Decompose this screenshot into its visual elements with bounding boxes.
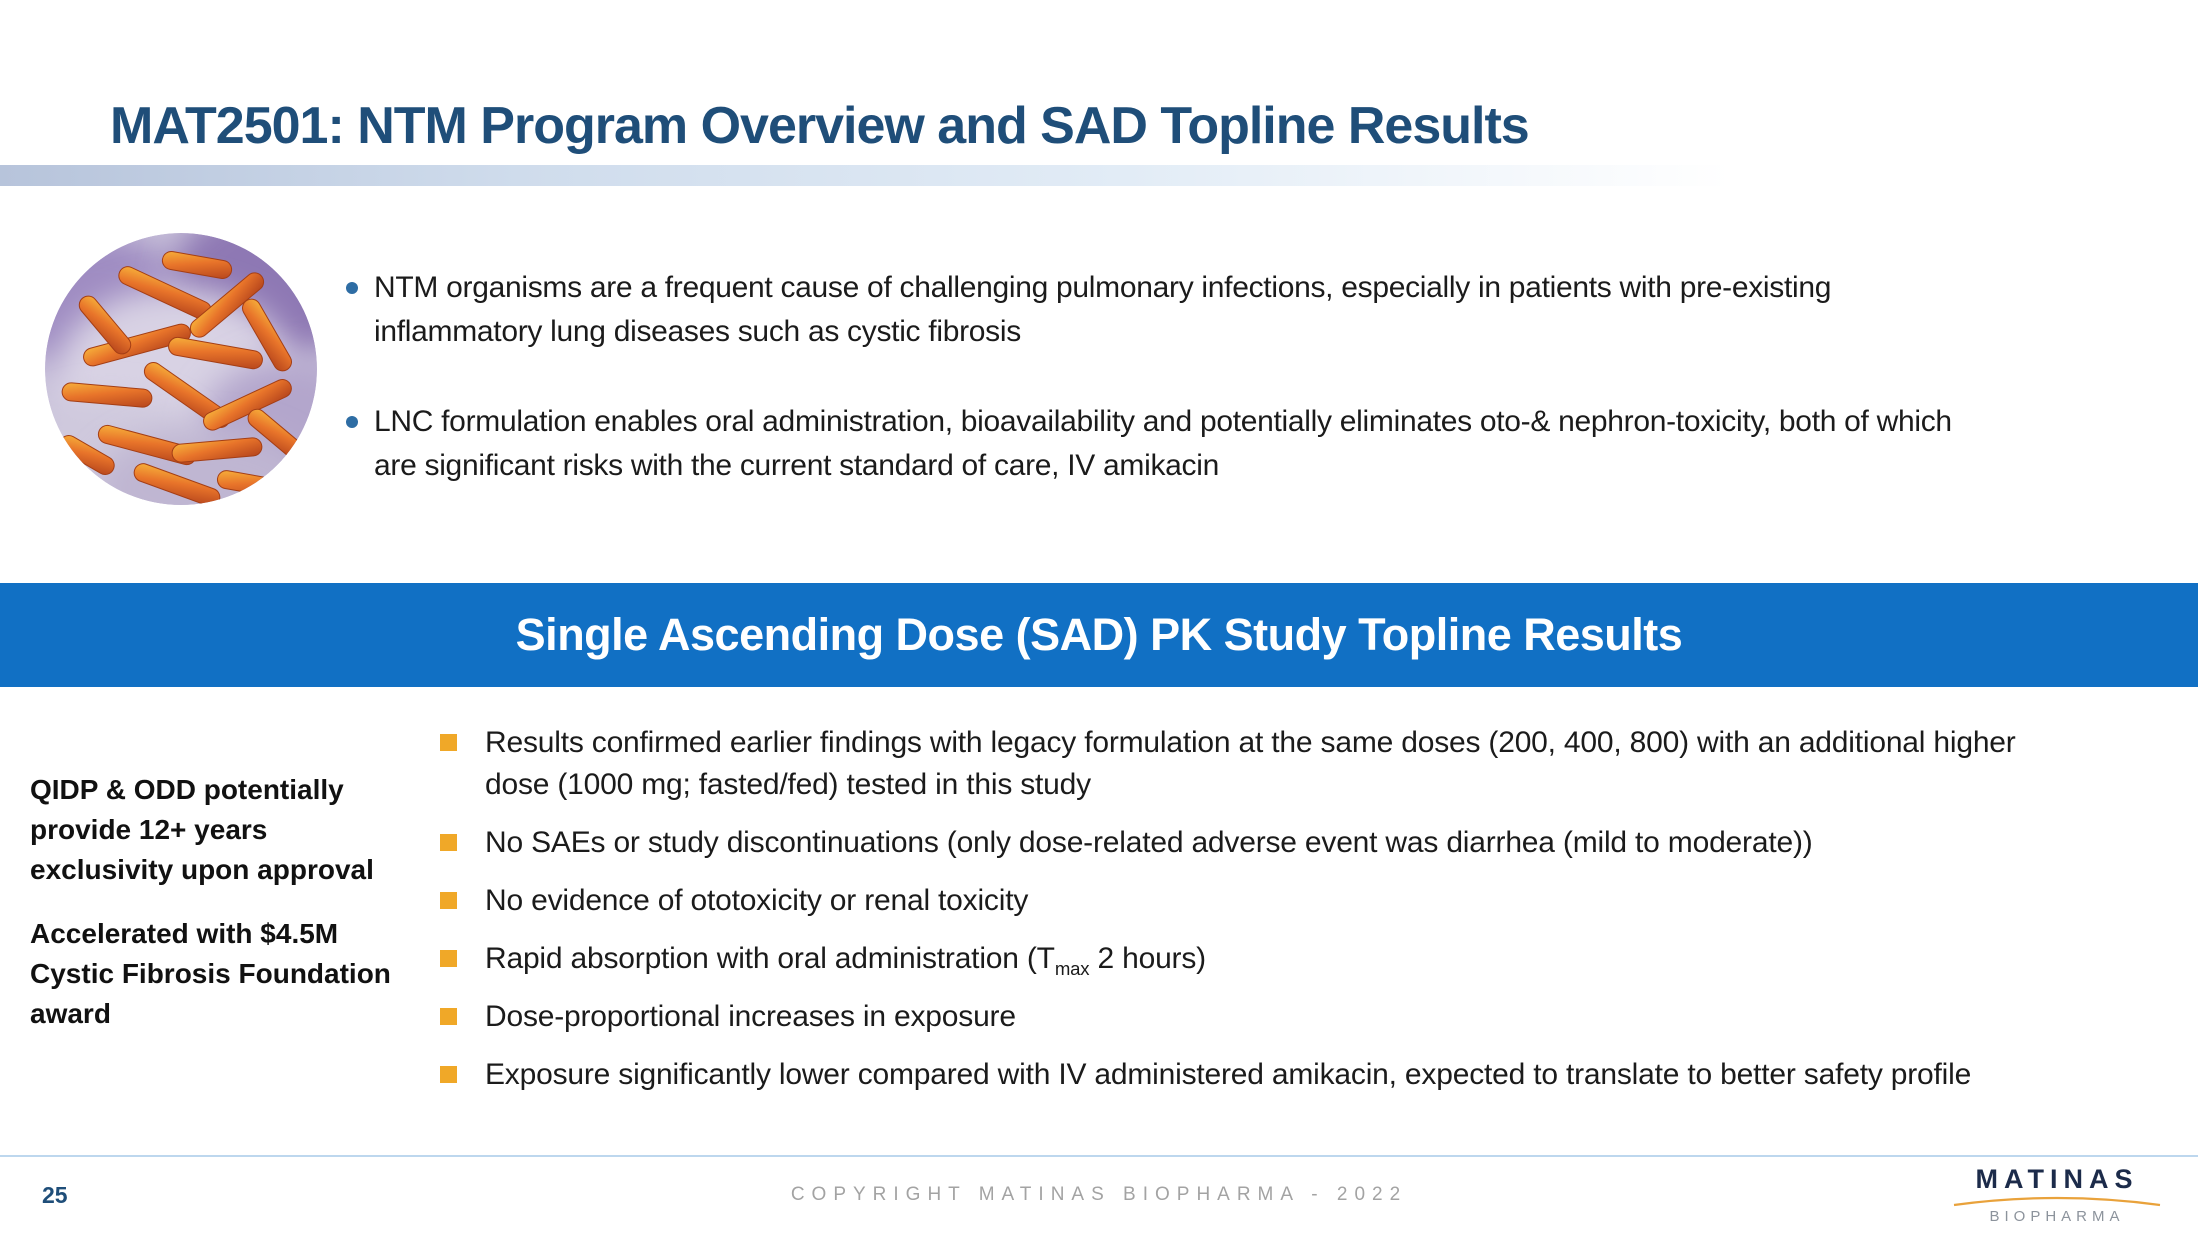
banner-title: Single Ascending Dose (SAD) PK Study Topline Results (515, 609, 1683, 660)
sidebar-paragraph: Accelerated with $4.5M Cystic Fibrosis Foundation award (30, 918, 391, 1029)
logo-subtitle: BIOPHARMA (1989, 1208, 2125, 1225)
title-underline-bar (0, 165, 1730, 186)
bullet-square-icon (440, 1066, 457, 1083)
copyright-text: COPYRIGHT MATINAS BIOPHARMA - 2022 (790, 1184, 1408, 1205)
page-number: 25 (42, 1182, 68, 1208)
sad-bullet (440, 938, 2040, 980)
sidebar-paragraph: QIDP & ODD potentially provide 12+ years exclusivity upon approval (30, 774, 374, 885)
tmax-subscript: max (1054, 958, 1090, 979)
bullet-square-icon (440, 892, 457, 909)
sad-bullet-text: No evidence of ototoxicity or renal toxicity (485, 884, 1029, 917)
intro-bullet-text: LNC formulation enables oral administration, bioavailability and potentially eliminates oto-& nephron-toxicity, both of which are significant risks with the current standard of care, IV amikacin (374, 405, 1952, 482)
sad-bullet (440, 996, 2040, 1038)
bullet-dot-icon (346, 282, 358, 294)
tmax-pre: Rapid absorption with oral administration (T (485, 942, 1055, 975)
logo-wordmark: MATINAS (1975, 1164, 2139, 1194)
bullet-square-icon (440, 950, 457, 967)
intro-bullet-list (346, 266, 1996, 534)
bullet-square-icon (440, 1008, 457, 1025)
sad-bullet (440, 722, 2040, 806)
bullet-square-icon (440, 834, 457, 851)
matinas-logo (1950, 1164, 2164, 1225)
logo-arc-icon (1950, 1193, 2164, 1207)
sad-bullet-text: Exposure significantly lower compared with IV administered amikacin, expected to translate to better safety profile (485, 1058, 1972, 1091)
bullet-dot-icon (346, 416, 358, 428)
intro-bullet-text: NTM organisms are a frequent cause of challenging pulmonary infections, especially in patients with pre-existing inflammatory lung diseases such as cystic fibrosis (374, 271, 1832, 348)
sad-bullet-text: Results confirmed earlier findings with legacy formulation at the same doses (200, 400, 800) with an additional higher dose (1000 mg; fasted/fed) tested in this study (485, 726, 2016, 801)
intro-bullet (346, 266, 1996, 354)
sad-bullet (440, 1054, 2040, 1096)
sad-bullet-text (485, 938, 1206, 980)
bullet-square-icon (440, 734, 457, 751)
sad-bullet-text: Dose-proportional increases in exposure (485, 1000, 1016, 1033)
sidebar-note (30, 770, 400, 1058)
bacteria-illustration (45, 233, 317, 505)
section-banner (0, 583, 2198, 687)
sad-bullet (440, 822, 2040, 864)
intro-bullet (346, 400, 1996, 488)
ntm-bacteria-image (45, 233, 317, 505)
sad-bullet-text: No SAEs or study discontinuations (only dose-related adverse event was diarrhea (mild to moderate)) (485, 826, 1813, 859)
page-title: MAT2501: NTM Program Overview and SAD Topline Results (110, 97, 1529, 155)
sad-bullet-list (440, 722, 2040, 1112)
sad-bullet (440, 880, 2040, 922)
tmax-post: 2 hours) (1089, 942, 1206, 975)
footer-divider (0, 1155, 2198, 1157)
